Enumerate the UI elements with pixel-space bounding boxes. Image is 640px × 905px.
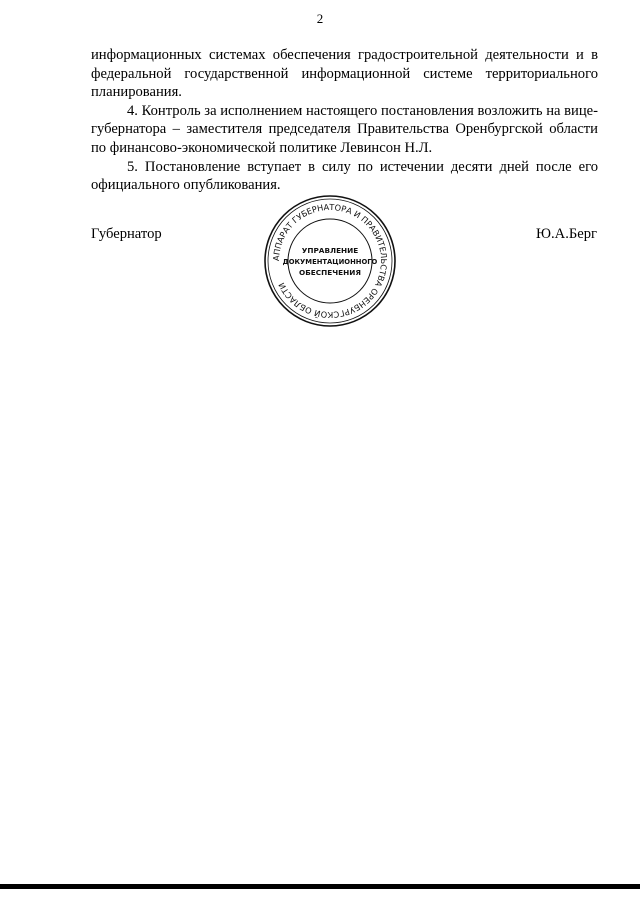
document-body — [91, 46, 598, 195]
paragraph-item-5: 5. Постановление вступает в силу по истечении десяти дней после его официального опубликования. — [91, 158, 598, 194]
official-seal-stamp — [262, 193, 398, 329]
seal-graphic — [262, 193, 398, 329]
paragraph-item-4: 4. Контроль за исполнением настоящего постановления возложить на вице-губернатора – заместителя председателя Правительства Оренбургской области по финансово-экономической политике Левинсон Н.Л. — [91, 102, 598, 156]
seal-center-line-1: УПРАВЛЕНИЕ — [301, 246, 359, 255]
signatory-name: Ю.А.Берг — [536, 226, 597, 242]
seal-ring-text: АППАРАТ ГУБЕРНАТОРА И ПРАВИТЕЛЬСТВА ОРЕНБУРГСКОЙ ОБЛАСТИ — [270, 201, 390, 321]
paragraph-continuation: информационных системах обеспечения градостроительной деятельности и в федеральной государственной информационной системе территориального планирования. — [91, 47, 598, 101]
signatory-title: Губернатор — [91, 226, 162, 242]
seal-center-line-3: ОБЕСПЕЧЕНИЯ — [299, 268, 361, 277]
bottom-border-line — [0, 884, 640, 889]
seal-center-line-2: ДОКУМЕНТАЦИОННОГО — [282, 258, 378, 266]
page-number: 2 — [316, 11, 324, 26]
